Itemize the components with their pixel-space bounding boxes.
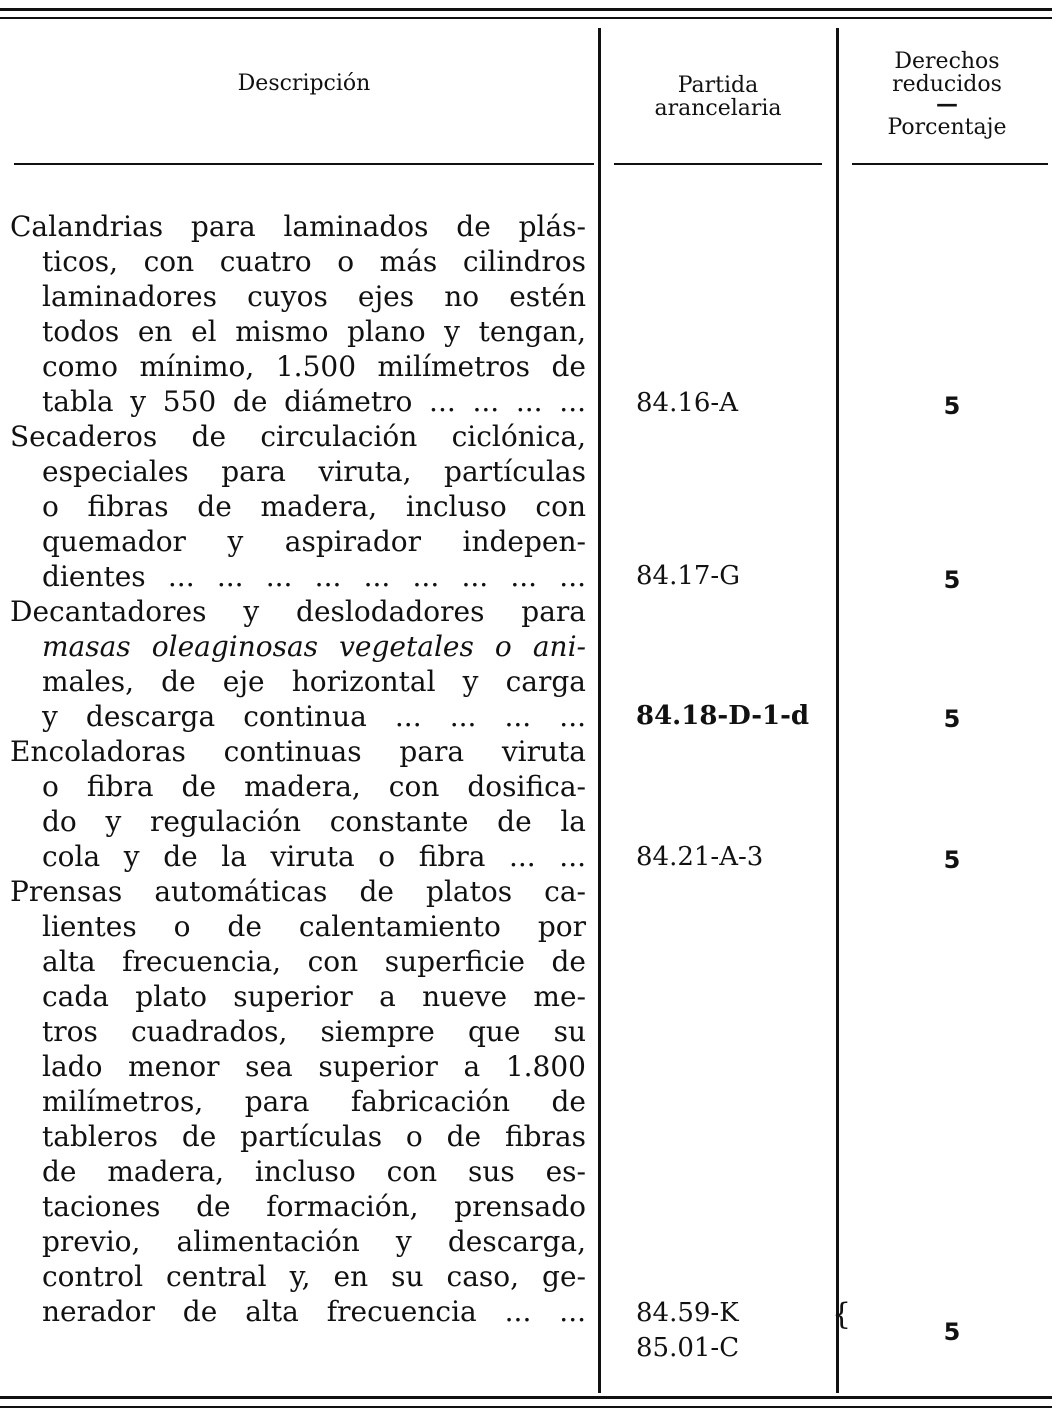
partida-code: 84.21-A-3 — [636, 842, 764, 872]
column-divider-2 — [836, 28, 839, 1393]
bottom-double-rule-2 — [0, 1406, 1052, 1408]
header-derechos-line2: reducidos — [892, 72, 1002, 97]
description-line: tros cuadrados, siempre que su — [42, 1015, 586, 1048]
description-line: como mínimo, 1.500 milímetros de — [42, 350, 586, 383]
header-underline-partida — [614, 163, 822, 165]
partida-code: 84.18-D-1-d — [636, 701, 810, 731]
header-derechos-line3: Porcentaje — [887, 115, 1007, 140]
description-line: masas oleaginosas vegetales o ani- — [42, 630, 586, 663]
description-line: milímetros, para fabricación de — [42, 1085, 586, 1118]
description-line: o fibras de madera, incluso con — [42, 490, 586, 523]
description-line: o fibra de madera, con dosifica- — [42, 770, 586, 803]
description-line: dientes ... ... ... ... ... ... ... ... ... — [42, 560, 586, 593]
description-line: Decantadores y deslodadores para — [10, 595, 586, 628]
description-line: cola y de la viruta o fibra ... ... — [42, 840, 586, 873]
description-line: males, de eje horizontal y carga — [42, 665, 586, 698]
header-derechos — [842, 50, 1052, 139]
description-line: lientes o de calentamiento por — [42, 910, 586, 943]
header-partida-line2: arancelaria — [654, 96, 782, 121]
description-line: taciones de formación, prensado — [42, 1190, 586, 1223]
description-line: alta frecuencia, con superficie de — [42, 945, 586, 978]
description-line: lado menor sea superior a 1.800 — [42, 1050, 586, 1083]
description-line: ticos, con cuatro o más cilindros — [42, 245, 586, 278]
partida-code: 84.16-A — [636, 388, 738, 418]
description-line: control central y, en su caso, ge- — [42, 1260, 586, 1293]
description-line: cada plato superior a nueve me- — [42, 980, 586, 1013]
header-underline-derechos — [852, 163, 1048, 165]
porcentaje-value: 5 — [943, 1318, 961, 1346]
brace-icon: { — [832, 1297, 852, 1332]
description-line: todos en el mismo plano y tengan, — [42, 315, 586, 348]
description-line: Calandrias para laminados de plás- — [10, 210, 586, 243]
porcentaje-value: 5 — [943, 846, 961, 874]
description-line: de madera, incluso con sus es- — [42, 1155, 586, 1188]
description-line: y descarga continua ... ... ... ... — [42, 700, 586, 733]
description-line: quemador y aspirador indepen- — [42, 525, 586, 558]
header-derechos-dash: — — [936, 91, 958, 117]
header-derechos-line1: Derechos — [894, 49, 1000, 74]
top-double-rule-2 — [0, 17, 1052, 19]
porcentaje-value: 5 — [943, 705, 961, 733]
porcentaje-value: 5 — [943, 566, 961, 594]
partida-code: 84.17-G — [636, 561, 740, 591]
description-line: Prensas automáticas de platos ca- — [10, 875, 586, 908]
description-line: Encoladoras continuas para viruta — [10, 735, 586, 768]
header-description-label: Descripción — [237, 71, 371, 96]
description-line: tabla y 550 de diámetro ... ... ... ... — [42, 385, 586, 418]
description-line: Secaderos de circulación ciclónica, — [10, 420, 586, 453]
partida-code: 85.01-C — [636, 1333, 740, 1363]
description-line: previo, alimentación y descarga, — [42, 1225, 586, 1258]
header-description — [14, 72, 594, 95]
header-underline-description — [14, 163, 594, 165]
description-line: do y regulación constante de la — [42, 805, 586, 838]
partida-code: 84.59-K — [636, 1298, 739, 1328]
description-line: nerador de alta frecuencia ... ... — [42, 1295, 586, 1328]
description-line: tableros de partículas o de fibras — [42, 1120, 586, 1153]
description-line: laminadores cuyos ejes no estén — [42, 280, 586, 313]
top-double-rule-1 — [0, 8, 1052, 11]
bottom-double-rule-1 — [0, 1396, 1052, 1399]
header-partida-line1: Partida — [677, 73, 759, 98]
description-line: especiales para viruta, partículas — [42, 455, 586, 488]
porcentaje-value: 5 — [943, 392, 961, 420]
column-divider-1 — [598, 28, 601, 1393]
header-partida — [604, 74, 832, 120]
